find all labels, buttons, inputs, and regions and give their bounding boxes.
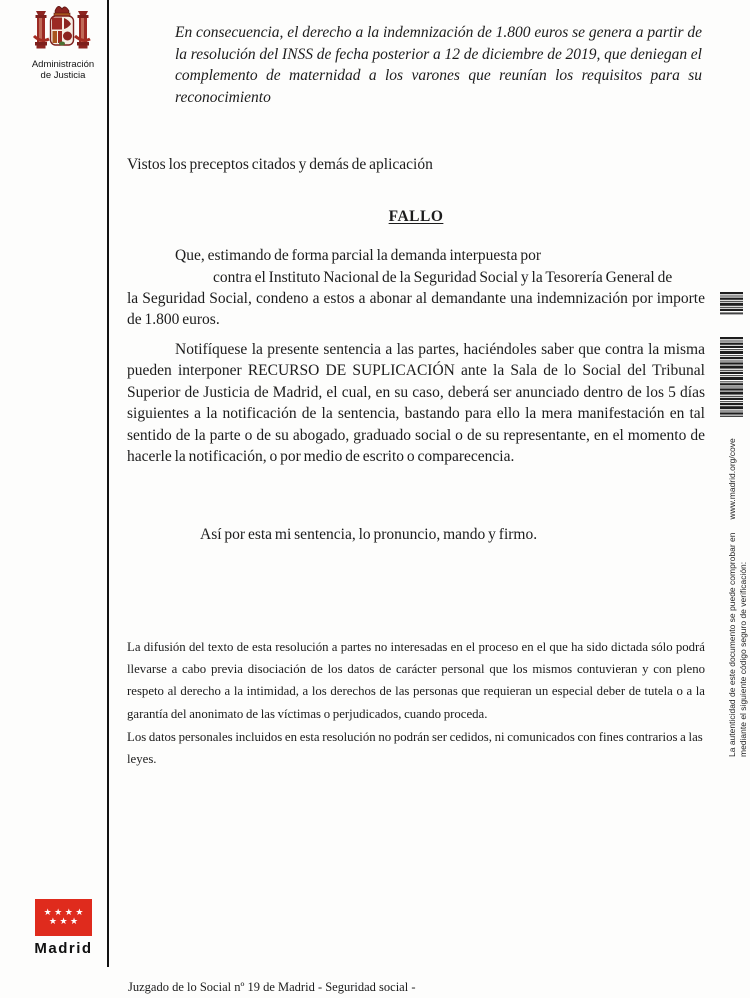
madrid-logo: [35, 899, 92, 957]
footer-court-line: Juzgado de lo Social nº 19 de Madrid - Seguridad social -: [128, 980, 416, 994]
madrid-wordmark: Madrid: [34, 940, 93, 957]
administracion-de-justicia-label: [10, 60, 116, 81]
fallo-paragraph-rest: la Seguridad Social, condeno a estos a abonar al demandante una indemnización por importe de 1.800 euros.: [127, 290, 705, 329]
verification-line-2: mediante el siguiente código seguro de verificación:: [738, 561, 748, 757]
verification-url: www.madrid.org/cove: [727, 438, 737, 520]
intro-italic-paragraph: En consecuencia, el derecho a la indemnización de 1.800 euros se genera a partir de la resolución del INSS de fecha posterior a 12 de diciembre de 2019, que deniegan el complemento de maternidad a los varones que reunían los requisitos para su reconocimiento: [175, 24, 702, 106]
margin-divider-rule: [107, 0, 109, 967]
spain-coat-of-arms-icon: [31, 2, 93, 60]
admin-label-line1: Administración: [31, 59, 95, 70]
privacy-paragraph-2: Los datos personales incluidos en esta resolución no podrán ser cedidos, ni comunicados con fines contrarios a las leyes.: [127, 730, 703, 767]
madrid-flag-icon: [35, 899, 92, 936]
notification-paragraph: Notifíquese la presente sentencia a las partes, haciéndoles saber que contra la misma pueden interponer RECURSO DE SUPLICACIÓN ante la Sala de lo Social del Tribunal Superior de Justicia de Madrid, el cual, en su caso, deberá ser anunciado dentro de los 5 días siguientes a la notificación de la sentencia, bastando para ello la mera manifestación en tal sentido de la parte o de su abogado, graduado social o de su representante, en el momento de hacerle la notificación, o por medio de escrito o comparecencia.: [127, 341, 705, 466]
admin-label-line2: de Justicia: [40, 69, 86, 81]
verification-vertical-text: [727, 427, 749, 757]
fallo-paragraph-line-1: Que, estimando de forma parcial la demanda interpuesta por: [175, 247, 542, 264]
madrid-stars-row-1: ★★★★: [43, 908, 86, 918]
fallo-heading: FALLO: [388, 208, 444, 225]
barcode-small-icon: [720, 292, 743, 321]
madrid-stars-row-2: ★★★: [48, 916, 81, 927]
verification-line-1: [727, 427, 738, 757]
privacy-paragraph-1: La difusión del texto de esta resolución a partes no interesadas en el proceso en el que ha sido dictada sólo podrá llevarse a cabo previa disociación de los datos de carácter personal que los mismos contuvieran y con pleno respeto al derecho a la intimidad, a los derechos de las personas que requieran un especial deber de tutela o a la garantía del anonimato de las víctimas o perjudicados, cuando proceda.: [127, 640, 705, 721]
closing-sentence-line: Así por esta mi sentencia, lo pronuncio, mando y firmo.: [200, 526, 538, 543]
fallo-paragraph-line-2: contra el Instituto Nacional de la Seguridad Social y la Tesorería General de: [213, 268, 673, 286]
vistos-line: Vistos los preceptos citados y demás de aplicación: [127, 156, 433, 173]
barcode-large-icon: [720, 337, 743, 422]
verification-pre-text: La autenticidad de este documento se puede comprobar en: [727, 532, 737, 757]
